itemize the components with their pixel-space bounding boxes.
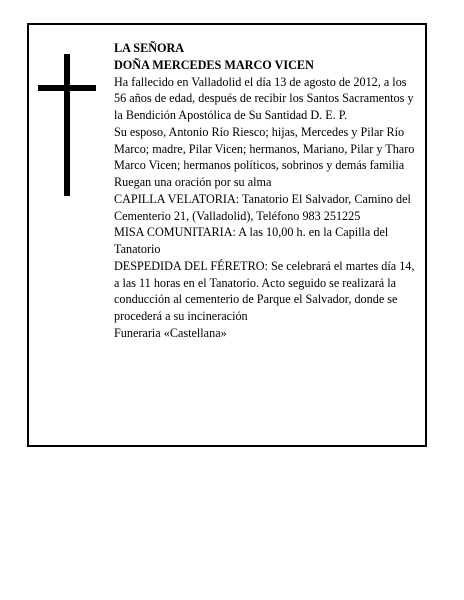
notice-title: LA SEÑORA [114, 41, 185, 55]
mass-info: MISA COMUNITARIA: A las 10,00 h. en la Capilla del Tanatorio [114, 225, 389, 256]
deceased-name: DOÑA MERCEDES MARCO VICEN [114, 57, 314, 72]
death-announcement: Ha fallecido en Valladolid el día 13 de agosto de 2012, a los 56 años de edad, después de recibir los Santos Sacramentos y la Bendición Apostólica de Su Santidad D. E. P. [114, 74, 414, 122]
notice-body [114, 40, 420, 342]
cross-vertical-bar [64, 54, 70, 196]
farewell-info: DESPEDIDA DEL FÉRETRO: Se celebrará el martes día 14, a las 11 horas en el Tanatorio. Acto seguido se realizará la conducción al cementerio de Parque el Salvador, donde se procederá a su incineración [114, 258, 415, 323]
funeral-home: Funeraria «Castellana» [114, 325, 227, 340]
prayer-request: Ruegan una oración por su alma [114, 175, 272, 189]
cross-horizontal-bar [38, 85, 96, 91]
latin-cross-icon [38, 54, 96, 196]
family-list: Su esposo, Antonio Río Riesco; hijas, Mercedes y Pilar Río Marco; madre, Pilar Vicen; hermanos, Mariano, Pilar y Tharo Marco Vicen; hermanos políticos, sobrinos y demás familia [114, 124, 415, 173]
wake-chapel-info: CAPILLA VELATORIA: Tanatorio El Salvador, Camino del Cementerio 21, (Valladolid), Teléfono 983 251225 [114, 191, 411, 223]
